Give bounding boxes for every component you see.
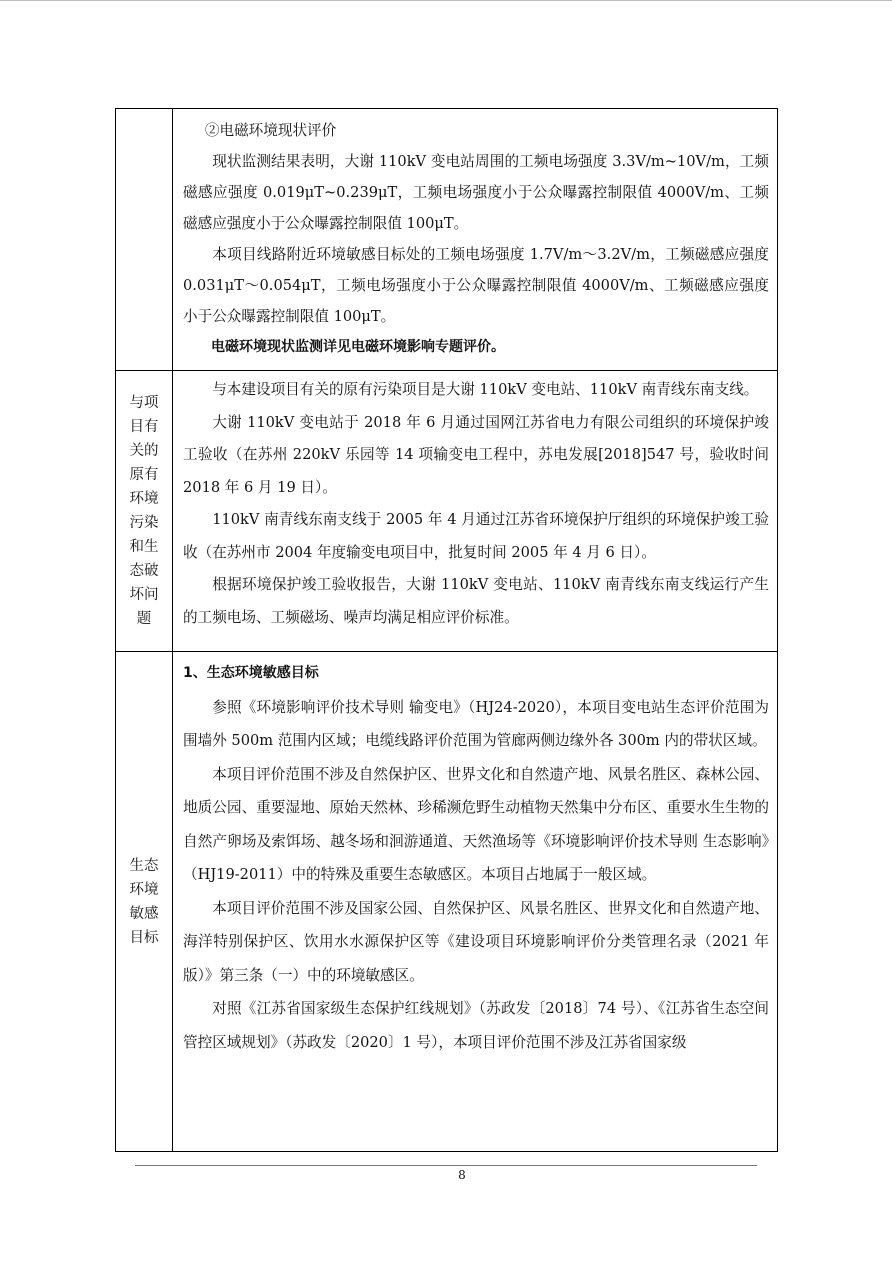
paragraph: 与本建设项目有关的原有污染项目是大谢 110kV 变电站、110kV 南青线东南支线。 bbox=[212, 381, 759, 398]
row-content-em-environment bbox=[173, 109, 778, 371]
bold-note: 电磁环境现状监测详见电磁环境影响专题评价。 bbox=[211, 339, 505, 355]
paragraph: 本项目评价范围不涉及自然保护区、世界文化和自然遗产地、风景名胜区、森林公园、地质公园、重要湿地、原始天然林、珍稀濒危野生动植物天然集中分布区、重要水生生物的自然产卵场及索饵场、越冬场和洄游通道、天然渔场等《环境影响评价技术导则 生态影响》（HJ19-2011）中的特殊及重要生态敏感区。本项目占地属于一般区域。 bbox=[183, 765, 769, 883]
table-row-eco-sensitive bbox=[116, 652, 778, 1152]
paragraph: 本项目线路附近环境敏感目标处的工频电场强度 1.7V/m～3.2V/m，工频磁感应强度 0.031μT～0.054μT，工频电场强度小于公众曝露控制限值 4000V/m、工频磁感应强度小于公众曝露控制限值 100μT。 bbox=[183, 246, 769, 325]
paragraph: 大谢 110kV 变电站于 2018 年 6 月通过国网江苏省电力有限公司组织的环境保护竣工验收（在苏州 220kV 乐园等 14 项输变电工程中，苏电发展[2018]547 号，验收时间 2018 年 6 月 19 日）。 bbox=[183, 413, 769, 496]
row-label-empty bbox=[116, 109, 173, 371]
subheading-em-evaluation: ②电磁环境现状评价 bbox=[204, 122, 337, 139]
table-row-original-pollution bbox=[116, 371, 778, 652]
row-content-eco-sensitive bbox=[173, 652, 778, 1152]
paragraph: 对照《江苏省国家级生态保护红线规划》（苏政发〔2018〕74 号）、《江苏省生态空间管控区域规划》（苏政发〔2020〕1 号），本项目评价范围不涉及江苏省国家级 bbox=[183, 1000, 769, 1051]
top-border-line bbox=[0, 0, 892, 1]
page-number: 8 bbox=[458, 1168, 466, 1182]
row-label-original-pollution: 与项目有关的原有环境污染和生态破坏问题 bbox=[116, 371, 173, 652]
table-row-em-environment bbox=[116, 109, 778, 371]
row-label-eco-sensitive: 生态环境敏感目标 bbox=[116, 652, 173, 1152]
footer-rule bbox=[135, 1165, 757, 1166]
paragraph: 根据环境保护竣工验收报告，大谢 110kV 变电站、110kV 南青线东南支线运行产生的工频电场、工频磁场、噪声均满足相应评价标准。 bbox=[183, 576, 769, 626]
section-heading: 1、生态环境敏感目标 bbox=[183, 665, 319, 681]
paragraph: 现状监测结果表明，大谢 110kV 变电站周围的工频电场强度 3.3V/m~10V/m，工频磁感应强度 0.019μT~0.239μT，工频电场强度小于公众曝露控制限值 4000V/m、工频磁感应强度小于公众曝露控制限值 100μT。 bbox=[183, 153, 769, 232]
paragraph: 参照《环境影响评价技术导则 输变电》（HJ24-2020），本项目变电站生态评价范围为围墙外 500m 范围内区域；电缆线路评价范围为管廊两侧边缘外各 300m 内的带状区域。 bbox=[183, 698, 769, 749]
row-content-original-pollution bbox=[173, 371, 778, 652]
paragraph: 本项目评价范围不涉及国家公园、自然保护区、风景名胜区、世界文化和自然遗产地、海洋特别保护区、饮用水水源保护区等《建设项目环境影响评价分类管理名录（2021 年版）》第三条（一）中的环境敏感区。 bbox=[183, 899, 769, 984]
assessment-table bbox=[115, 108, 778, 1152]
paragraph: 110kV 南青线东南支线于 2005 年 4 月通过江苏省环境保护厅组织的环境保护竣工验收（在苏州市 2004 年度输变电项目中，批复时间 2005 年 4 月 6 日）。 bbox=[183, 511, 769, 561]
